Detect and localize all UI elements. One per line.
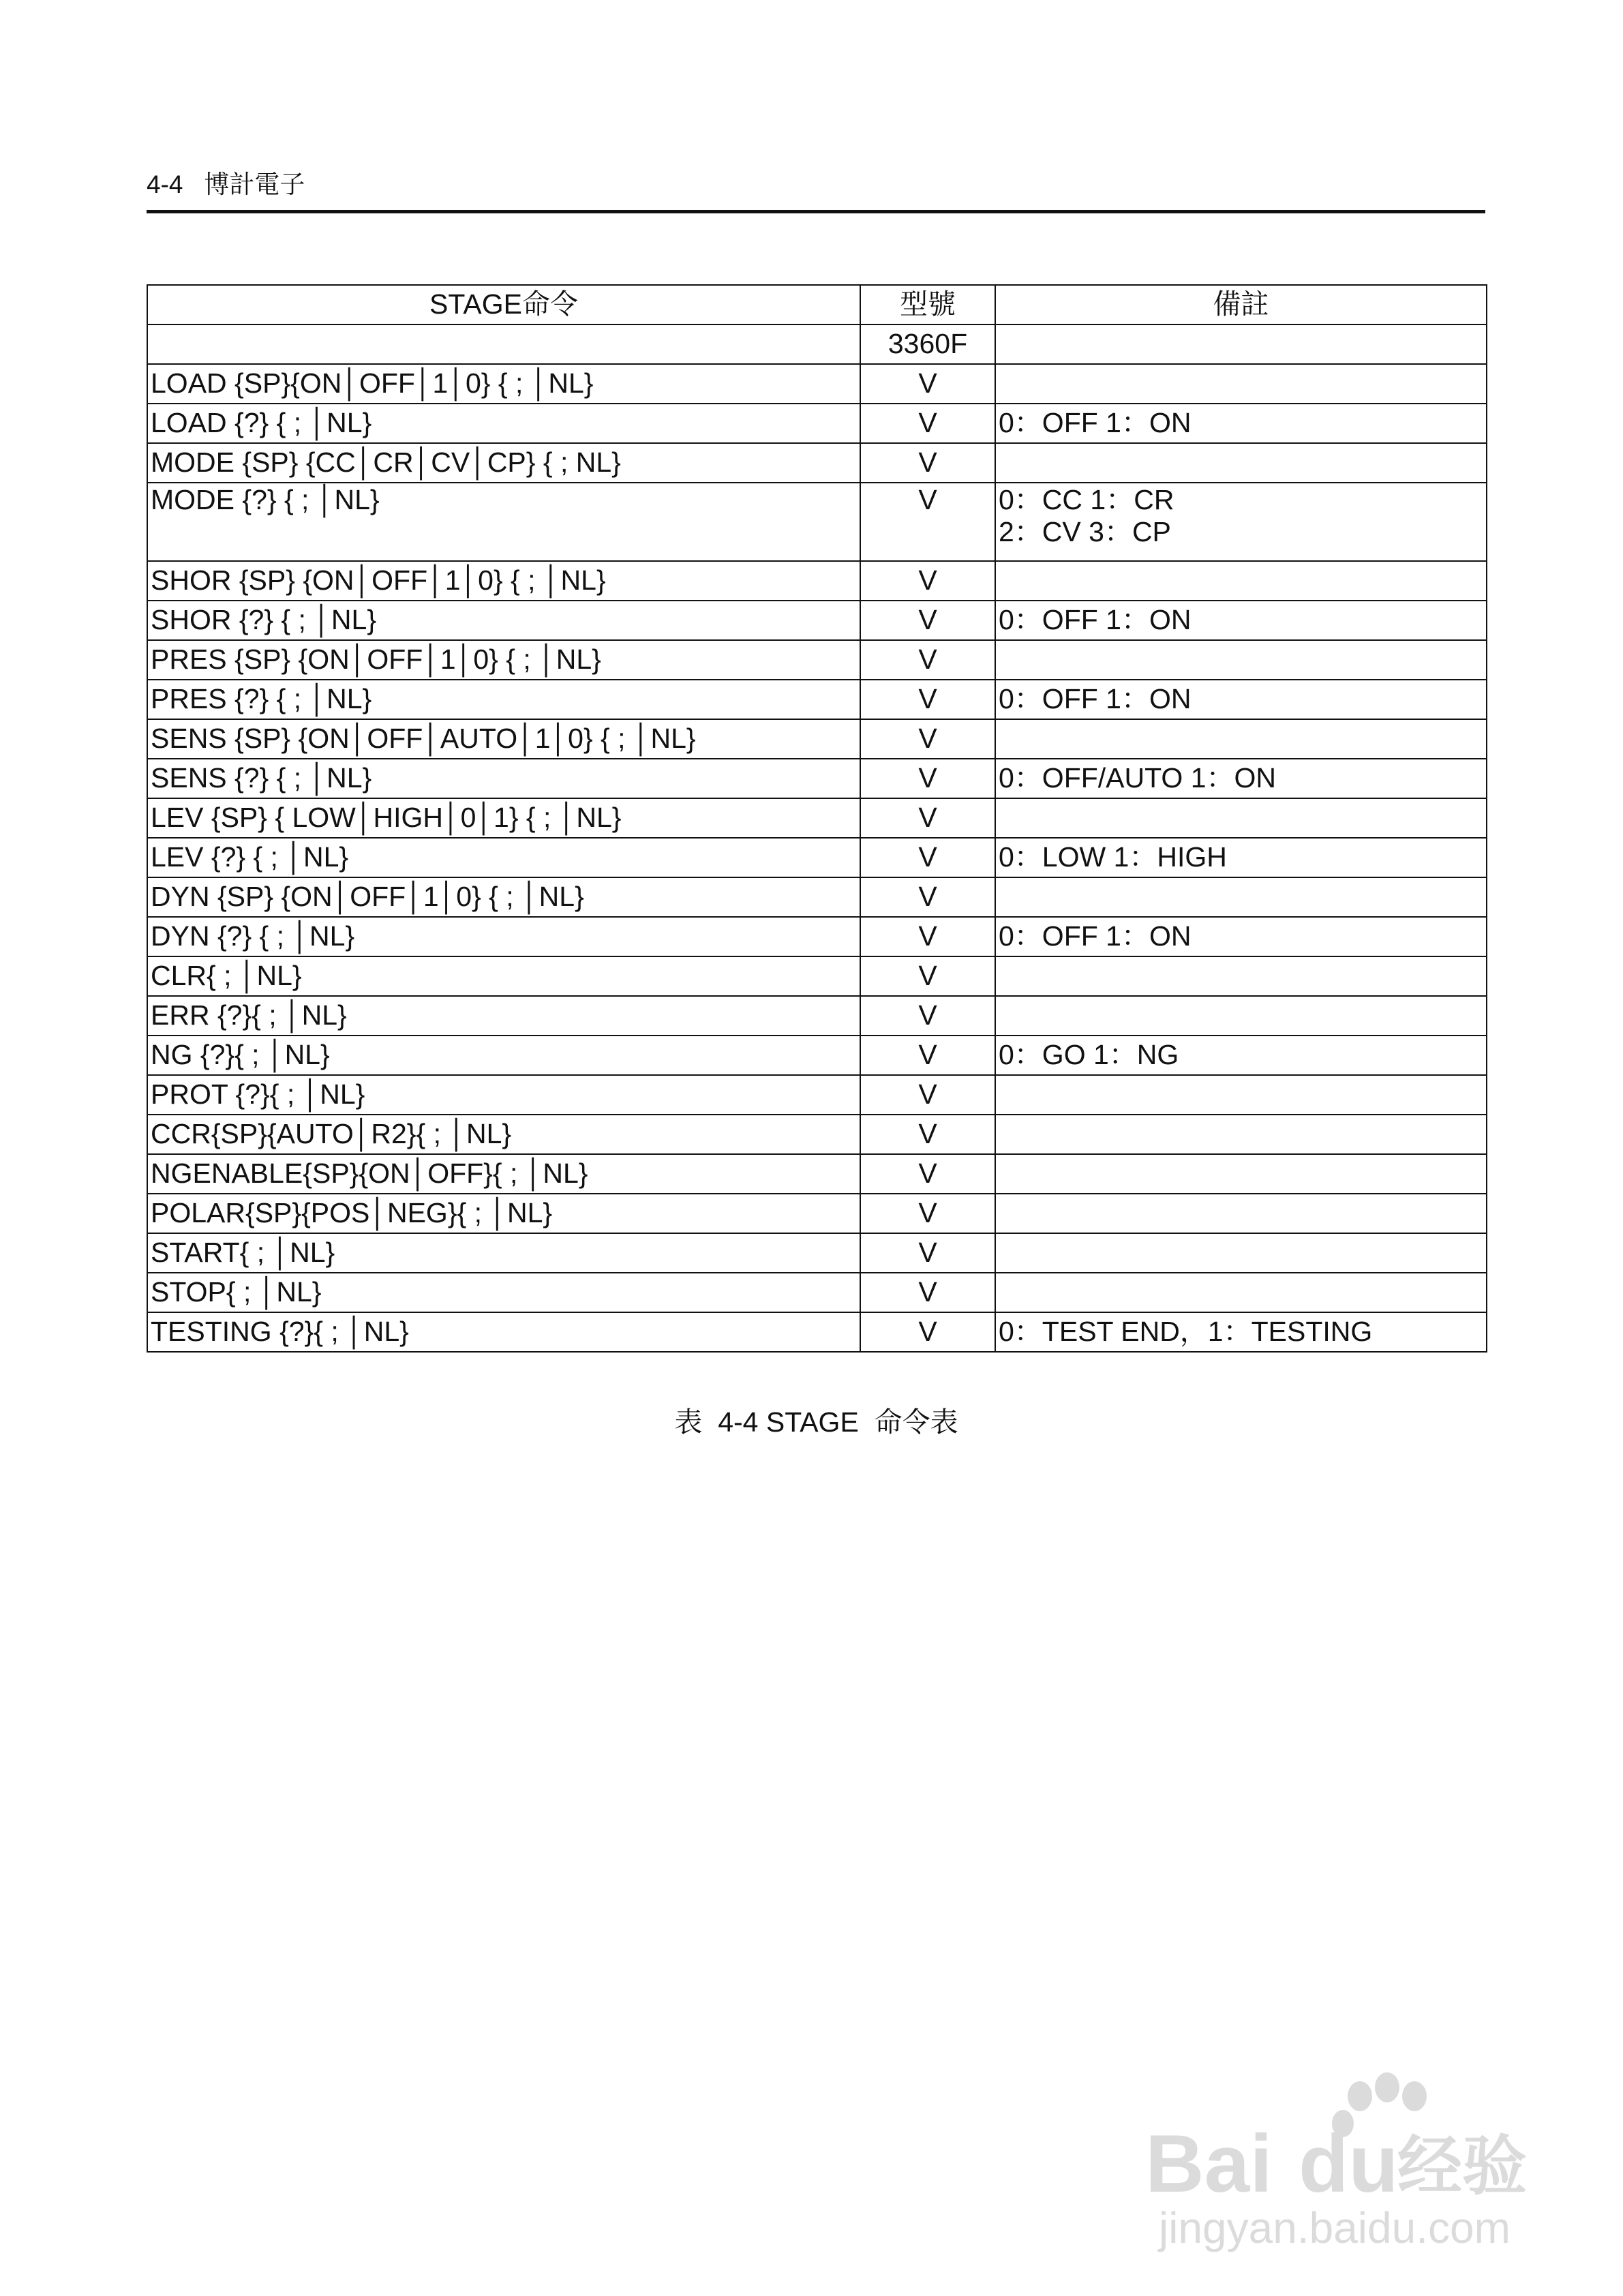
notes-cell [995, 1115, 1487, 1154]
table-row [147, 996, 1487, 1036]
stage-command-table [147, 284, 1487, 1353]
table-row [147, 1115, 1487, 1154]
notes-cell [995, 1194, 1487, 1233]
model-support-cell: V [860, 1273, 995, 1312]
notes-cell [995, 1273, 1487, 1312]
table-row [147, 640, 1487, 680]
table-body [147, 324, 1487, 1352]
table-row [147, 680, 1487, 719]
command-cell: LOAD {SP}{ON│OFF│1│0} { ; │NL} [147, 364, 860, 404]
header-notes: 備註 [995, 285, 1487, 324]
note-line: 2：CV 3：CP [999, 516, 1171, 548]
note-line: 0：OFF 1：ON [999, 407, 1192, 439]
table-header-row [147, 285, 1487, 324]
model-support-cell: V [860, 877, 995, 917]
notes-cell [995, 640, 1487, 680]
note-line: 0：OFF 1：ON [999, 920, 1192, 952]
model-support-cell: V [860, 1233, 995, 1273]
table-row [147, 1233, 1487, 1273]
watermark-text-du: du [1299, 2118, 1399, 2209]
command-cell: CLR{ ; │NL} [147, 956, 860, 996]
notes-cell [995, 877, 1487, 917]
command-cell: CCR{SP}{AUTO│R2}{ ; │NL} [147, 1115, 860, 1154]
model-support-cell: V [860, 561, 995, 601]
command-cell: LOAD {?} { ; │NL} [147, 404, 860, 443]
model-support-cell: V [860, 1115, 995, 1154]
table-row [147, 561, 1487, 601]
command-cell: PRES {SP} {ON│OFF│1│0} { ; │NL} [147, 640, 860, 680]
model-support-cell: V [860, 956, 995, 996]
model-row-notes [995, 324, 1487, 364]
command-cell: POLAR{SP}{POS│NEG}{ ; │NL} [147, 1194, 860, 1233]
command-cell: PRES {?} { ; │NL} [147, 680, 860, 719]
table-row [147, 956, 1487, 996]
notes-cell [995, 1036, 1487, 1075]
notes-cell [995, 680, 1487, 719]
command-cell: STOP{ ; │NL} [147, 1273, 860, 1312]
header-command: STAGE命令 [147, 285, 860, 324]
table-row [147, 483, 1487, 561]
model-row-command [147, 324, 860, 364]
notes-cell [995, 483, 1487, 561]
page-header [147, 172, 1485, 213]
table-row [147, 404, 1487, 443]
header-model: 型號 [860, 285, 995, 324]
command-cell: LEV {SP} { LOW│HIGH│0│1} { ; │NL} [147, 798, 860, 838]
command-cell: SHOR {?} { ; │NL} [147, 601, 860, 640]
notes-cell [995, 838, 1487, 877]
command-cell: ERR {?}{ ; │NL} [147, 996, 860, 1036]
note-line: 0：CC 1：CR [999, 484, 1174, 515]
table-row [147, 759, 1487, 798]
watermark-url: jingyan.baidu.com [1159, 2203, 1511, 2252]
command-cell: MODE {?} { ; │NL} [147, 483, 860, 561]
model-support-cell: V [860, 798, 995, 838]
model-support-cell: V [860, 364, 995, 404]
note-line: 0：LOW 1：HIGH [999, 841, 1227, 873]
note-line: 0：OFF 1：ON [999, 604, 1192, 636]
table-row [147, 1194, 1487, 1233]
table-row [147, 838, 1487, 877]
table-row [147, 443, 1487, 483]
model-support-cell: V [860, 719, 995, 759]
model-row [147, 324, 1487, 364]
notes-cell [995, 1075, 1487, 1115]
notes-cell [995, 601, 1487, 640]
table-row [147, 601, 1487, 640]
model-support-cell: V [860, 838, 995, 877]
notes-cell [995, 759, 1487, 798]
model-support-cell: V [860, 640, 995, 680]
table-row [147, 917, 1487, 956]
table-row [147, 719, 1487, 759]
command-cell: DYN {SP} {ON│OFF│1│0} { ; │NL} [147, 877, 860, 917]
notes-cell [995, 1233, 1487, 1273]
command-cell: TESTING {?}{ ; │NL} [147, 1312, 860, 1352]
model-support-cell: V [860, 1154, 995, 1194]
notes-cell [995, 719, 1487, 759]
model-support-cell: V [860, 1036, 995, 1075]
command-cell: PROT {?}{ ; │NL} [147, 1075, 860, 1115]
model-support-cell: V [860, 917, 995, 956]
table-caption: 表 4-4 STAGE 命令表 [674, 1406, 958, 1438]
notes-cell [995, 1154, 1487, 1194]
table-row [147, 1075, 1487, 1115]
model-support-cell: V [860, 996, 995, 1036]
model-support-cell: V [860, 1312, 995, 1352]
table-row [147, 798, 1487, 838]
model-support-cell: V [860, 1075, 995, 1115]
command-cell: MODE {SP} {CC│CR│CV│CP} { ; NL} [147, 443, 860, 483]
note-line: 0：OFF/AUTO 1：ON [999, 762, 1277, 794]
model-support-cell: V [860, 680, 995, 719]
model-support-cell: V [860, 759, 995, 798]
notes-cell [995, 1312, 1487, 1352]
command-cell: SENS {SP} {ON│OFF│AUTO│1│0} { ; │NL} [147, 719, 860, 759]
model-support-cell: V [860, 443, 995, 483]
model-row-model: 3360F [860, 324, 995, 364]
table-row [147, 877, 1487, 917]
table-row [147, 364, 1487, 404]
notes-cell [995, 956, 1487, 996]
watermark-text-jingyan: 经验 [1397, 2129, 1528, 2204]
model-support-cell: V [860, 404, 995, 443]
table-row [147, 1273, 1487, 1312]
notes-cell [995, 798, 1487, 838]
table-row [147, 1036, 1487, 1075]
notes-cell [995, 404, 1487, 443]
note-line: 0：TEST END，1：TESTING [999, 1316, 1373, 1348]
note-line: 0：OFF 1：ON [999, 683, 1192, 715]
header-text: 4-4 博計電子 [147, 170, 305, 198]
baidu-watermark [1145, 2059, 1554, 2263]
model-support-cell: V [860, 601, 995, 640]
command-cell: SHOR {SP} {ON│OFF│1│0} { ; │NL} [147, 561, 860, 601]
notes-cell [995, 996, 1487, 1036]
notes-cell [995, 443, 1487, 483]
note-line: 0：GO 1：NG [999, 1039, 1179, 1071]
command-cell: NGENABLE{SP}{ON│OFF}{ ; │NL} [147, 1154, 860, 1194]
command-cell: LEV {?} { ; │NL} [147, 838, 860, 877]
notes-cell [995, 561, 1487, 601]
watermark-text-bai: Bai [1145, 2118, 1273, 2209]
command-cell: SENS {?} { ; │NL} [147, 759, 860, 798]
command-cell: DYN {?} { ; │NL} [147, 917, 860, 956]
model-support-cell: V [860, 483, 995, 561]
command-cell: START{ ; │NL} [147, 1233, 860, 1273]
notes-cell [995, 917, 1487, 956]
model-support-cell: V [860, 1194, 995, 1233]
command-cell: NG {?}{ ; │NL} [147, 1036, 860, 1075]
notes-cell [995, 364, 1487, 404]
table-row [147, 1312, 1487, 1352]
table-row [147, 1154, 1487, 1194]
